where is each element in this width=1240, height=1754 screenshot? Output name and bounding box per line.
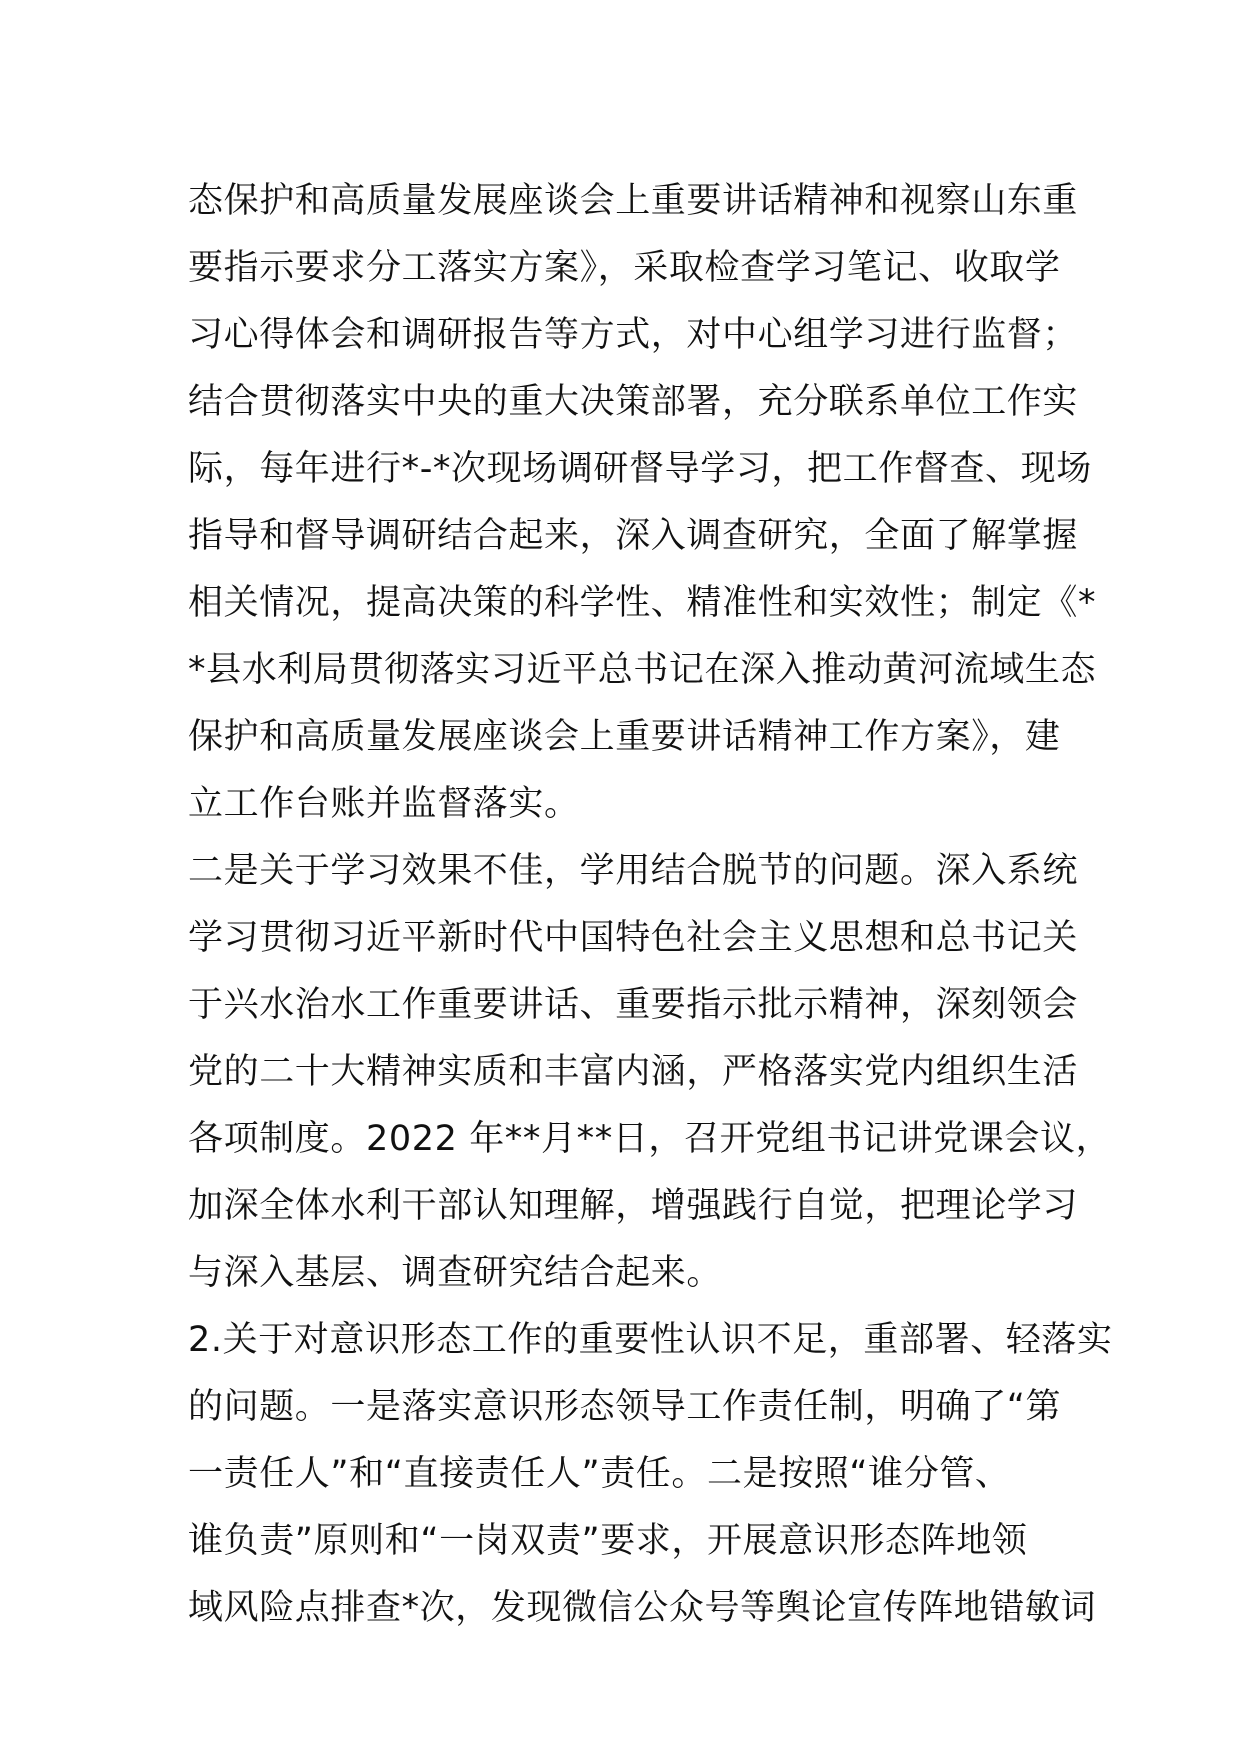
text-line: 的问题。一是落实意识形态领导工作责任制，明确了“第 [188,1387,1062,1427]
text-line: 一责任人”和“直接责任人”责任。二是按照“谁分管、 [188,1454,1011,1494]
text-line: 于兴水治水工作重要讲话、重要指示批示精神，深刻领会 [188,985,1079,1025]
text-line: 各项制度。2022 年**月**日，召开党组书记讲党课会议， [188,1119,1112,1159]
text-line: 党的二十大精神实质和丰富内涵，严格落实党内组织生活 [188,1052,1079,1092]
text-line: 立工作台账并监督落实。 [188,784,580,824]
text-line: 加深全体水利干部认知理解，增强践行自觉，把理论学习 [188,1186,1079,1226]
body-text [188,168,1113,1642]
text-line: 态保护和高质量发展座谈会上重要讲话精神和视察山东重 [188,181,1079,221]
text-line: 与深入基层、调查研究结合起来。 [188,1253,723,1293]
text-line: 二是关于学习效果不佳，学用结合脱节的问题。深入系统 [188,851,1079,891]
text-line: 相关情况，提高决策的科学性、精准性和实效性；制定《* [188,583,1097,623]
text-line: 指导和督导调研结合起来，深入调查研究，全面了解掌握 [188,516,1079,556]
text-line: 保护和高质量发展座谈会上重要讲话精神工作方案》，建 [188,717,1061,757]
text-line: 谁负责”原则和“一岗双责”要求，开展意识形态阵地领 [188,1521,1028,1561]
text-line: 2.关于对意识形态工作的重要性认识不足，重部署、轻落实 [188,1320,1113,1360]
text-line: *县水利局贯彻落实习近平总书记在深入推动黄河流域生态 [188,650,1097,690]
text-line: 结合贯彻落实中央的重大决策部署，充分联系单位工作实 [188,382,1079,422]
text-line: 习心得体会和调研报告等方式，对中心组学习进行监督； [188,315,1079,355]
text-line: 要指示要求分工落实方案》，采取检查学习笔记、收取学 [188,248,1061,288]
text-line: 域风险点排查*次，发现微信公众号等舆论宣传阵地错敏词 [188,1588,1097,1628]
text-line: 学习贯彻习近平新时代中国特色社会主义思想和总书记关 [188,918,1079,958]
text-line: 际，每年进行*-*次现场调研督导学习，把工作督查、现场 [188,449,1092,489]
